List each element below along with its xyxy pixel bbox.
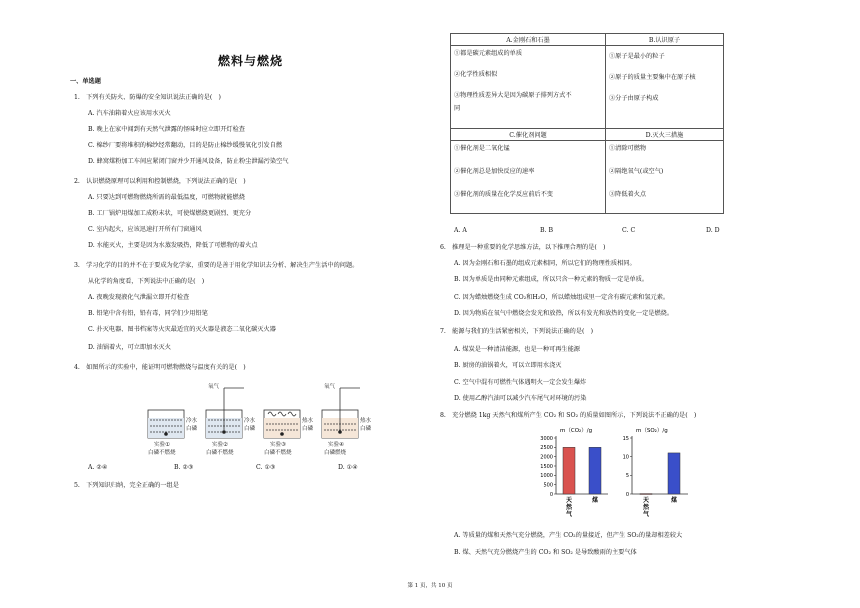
q3-stem: 3. 学习化学的目的并不在于要成为化学家，重要的是善于用化学知识去分析、解决生产生活中的问题。: [74, 262, 359, 269]
q7-option-a: A. 煤炭是一种清洁能源，也是一种可再生能源: [454, 346, 580, 353]
q5-option-c: C. C: [622, 227, 636, 234]
table-a-item-2: ②化学性质相似: [454, 71, 498, 78]
table-c-item-1: ①催化剂是二氧化锰: [454, 145, 510, 152]
q6-option-b: B. 因为单质是由同种元素组成，所以只含一种元素的物质一定是单质。: [454, 276, 649, 283]
q6-option-d: D. 因为物质在氧气中燃烧会发光和放热，所以有发光和放热的变化一定是燃烧。: [454, 310, 674, 317]
q4-option-a: A. ②④: [88, 464, 108, 471]
q6-option-c: C. 因为蜡烛燃烧生成 CO₂和H₂O，所以蜡烛组成里一定含有碳元素和氢元素。: [454, 294, 670, 301]
table-d-item-1: ①清除可燃物: [609, 145, 647, 152]
q3-option-d: D. 油锅着火，可立即加水灭火: [88, 344, 171, 351]
co2-bar-1: [589, 447, 601, 494]
q2-stem: 2. 认识燃烧原理可以利用和控制燃烧，下列说法正确的是( ): [74, 178, 246, 185]
fig-caption-1a: 实验①: [154, 442, 170, 448]
fig-water-4: 热水: [360, 418, 372, 424]
so2-bar-0: [640, 494, 652, 495]
table-d-item-3: ③降低着火点: [609, 191, 647, 198]
fig-phosphorus-1: 白磷: [186, 426, 198, 432]
q2-option-c: C. 室内起火，应该迅速打开所有门窗通风: [88, 226, 202, 233]
table-a-item-3: ③物理性质差异大是因为碳原子排列方式不: [454, 92, 572, 99]
fig-caption-4a: 实验④: [328, 442, 344, 448]
q1-option-c: C. 棉纱厂要将堆积的棉纱经常翻动，目的是防止棉纱缓慢氧化引发自燃: [88, 142, 283, 149]
q6-option-a: A. 因为金刚石和石墨的组成元素相同，所以它们的物理性质相同。: [454, 260, 636, 267]
q1-stem: 1. 下列有关防火、防爆的安全知识说法正确的是( ): [74, 94, 221, 101]
so2-category-label: 天: [642, 497, 650, 504]
co2-y-tick-label: 3000: [540, 435, 553, 442]
table-c-item-3: ③催化剂的质量在化学反应前后不变: [454, 191, 553, 198]
q8-option-b: B. 煤、天然气充分燃烧产生的 CO₂ 和 SO₂ 是导致酸雨的主要气体: [454, 549, 637, 556]
q3-stem-continued: 从化学的角度看，下列说法中正确的是( ): [88, 278, 205, 285]
table-cell-a: [451, 46, 606, 129]
section-heading: 一、单选题: [70, 78, 101, 85]
q8-option-a: A. 等质量的煤和天然气充分燃烧，产生 CO₂的量接近，但产生 SO₂的量却相差较大: [454, 532, 683, 539]
co2-category-label: 天: [565, 497, 573, 504]
table-header-c: C.催化剂问题: [451, 129, 606, 141]
co2-y-tick-label: 2000: [540, 454, 553, 461]
q5-stem: 5. 下列知识归纳，完全正确的一组是: [74, 482, 179, 489]
q3-option-a: A. 夜晚发现液化气泄漏立即开灯检查: [88, 294, 190, 301]
q7-stem: 7. 能源与我们的生活紧密相关，下列说法正确的是( ): [440, 328, 594, 335]
co2-category-label: 煤: [591, 497, 599, 504]
so2-y-tick-label: 15: [622, 435, 629, 442]
co2-bar-chart: [532, 424, 612, 522]
so2-y-tick-label: 10: [622, 454, 629, 461]
fig-gas-label-1: 氧气: [208, 384, 220, 390]
page-title: 燃料与燃烧: [218, 54, 284, 68]
q7-option-c: C. 空气中混有可燃性气体遇明火一定会发生爆炸: [454, 379, 587, 386]
table-a-item-3-cont: 同: [454, 105, 461, 112]
table-header-b: B.认识原子: [606, 34, 724, 46]
fig-phosphorus-2: 白磷: [244, 426, 256, 432]
co2-y-tick-label: 1500: [540, 463, 553, 470]
fig-caption-2a: 实验②: [212, 442, 228, 448]
q1-option-d: D. 蜂窝煤粉加工车间应紧闭门窗并少开通风设备，防止粉尘泄漏污染空气: [88, 158, 289, 165]
co2-y-tick-label: 0: [549, 491, 553, 498]
q5-option-a: A. A: [454, 227, 467, 234]
q2-option-b: B. 工厂锅炉用煤加工成粉末状，可使煤燃烧更剧烈、更充分: [88, 210, 252, 217]
co2-bar-0: [563, 447, 575, 494]
q4-option-b: B. ②③: [174, 464, 194, 471]
table-cell-b: [606, 46, 724, 129]
table-header-d: D.灭火三措施: [606, 129, 724, 141]
so2-chart-title: m（SO₂）/g: [636, 428, 668, 434]
fig-caption-1b: 白磷不燃烧: [148, 450, 176, 456]
q7-option-d: D. 使用乙醇汽油可以减少汽车尾气对环境的污染: [454, 395, 587, 402]
q7-option-b: B. 厨房的油锅着火，可以立即用水浇灭: [454, 362, 562, 369]
fig-caption-4b: 白磷燃烧: [324, 450, 347, 456]
q4-option-c: C. ①③: [256, 464, 276, 471]
co2-category-label: 然: [565, 504, 573, 511]
table-c-item-2: ②催化剂总是加快反应的速率: [454, 168, 535, 175]
q1-option-b: B. 晚上在家中闻到有天然气泄露的怪味时应立即开灯检查: [88, 126, 245, 133]
so2-category-label: 气: [642, 511, 650, 518]
table-cell-d: [606, 141, 724, 214]
so2-bar-1: [668, 453, 680, 494]
table-a-item-1: ①都是碳元素组成的单质: [454, 50, 523, 57]
table-header-a: A.金刚石和石墨: [451, 34, 606, 46]
q5-knowledge-table: [450, 33, 724, 214]
so2-y-tick-label: 0: [625, 491, 629, 498]
table-cell-c: [451, 141, 606, 214]
q5-option-d: D. D: [706, 227, 720, 234]
q1-option-a: A. 汽车油箱着火应该用水灭火: [88, 110, 171, 117]
so2-bar-chart: [612, 424, 692, 522]
co2-chart-title: m（CO₂）/g: [560, 428, 593, 434]
table-b-item-3: ③分子由原子构成: [609, 95, 659, 102]
table-d-item-2: ②隔绝氧气(或空气): [609, 168, 664, 175]
page-footer: 第 1 页，共 10 页: [407, 583, 453, 589]
q5-option-b: B. B: [540, 227, 554, 234]
co2-y-tick-label: 500: [543, 482, 553, 489]
co2-category-label: 气: [565, 511, 573, 518]
fig-caption-2b: 白磷不燃烧: [206, 450, 234, 456]
co2-y-tick-label: 1000: [540, 473, 553, 480]
table-b-item-2: ②原子的质量主要集中在原子核: [609, 74, 696, 81]
so2-category-label: 煤: [670, 497, 678, 504]
q3-option-b: B. 铅笔中含有铅，铅有毒，同学们少用铅笔: [88, 310, 208, 317]
q6-stem: 6. 推理是一种重要的化学思维方法，以下推理合理的是( ): [440, 244, 606, 251]
fig-water-2: 冷水: [244, 418, 256, 424]
fig-caption-3b: 白磷不燃烧: [264, 450, 292, 456]
q2-option-d: D. 水能灭火，主要是因为水蒸发吸热，降低了可燃物的着火点: [88, 242, 258, 249]
co2-y-tick-label: 2500: [540, 445, 553, 452]
q4-experiment-figure: [144, 384, 374, 460]
fig-gas-label-2: 氧气: [324, 384, 336, 390]
q2-option-a: A. 只要达到可燃物燃烧所需的最低温度，可燃物就能燃烧: [88, 194, 245, 201]
fig-water-3: 热水: [302, 418, 314, 424]
q8-stem: 8. 充分燃烧 1kg 天然气和煤所产生 CO₂ 和 SO₂ 的质量如图所示，下列说法不正确的是( ): [440, 412, 697, 419]
so2-y-tick-label: 5: [625, 473, 629, 480]
table-b-item-1: ①原子是最小的粒子: [609, 53, 665, 60]
q4-option-d: D. ①④: [338, 464, 358, 471]
fig-water-1: 冷水: [186, 418, 198, 424]
q4-stem: 4. 如图所示的实验中，能证明可燃物燃烧与温度有关的是( ): [74, 364, 246, 371]
so2-category-label: 然: [642, 504, 650, 511]
fig-phosphorus-4: 白磷: [360, 426, 372, 432]
q3-option-c: C. 扑灭电器、图书档案等火灾最适宜的灭火器是液态二氧化碳灭火器: [88, 326, 276, 333]
fig-phosphorus-3: 白磷: [302, 426, 314, 432]
fig-caption-3a: 实验③: [270, 442, 286, 448]
